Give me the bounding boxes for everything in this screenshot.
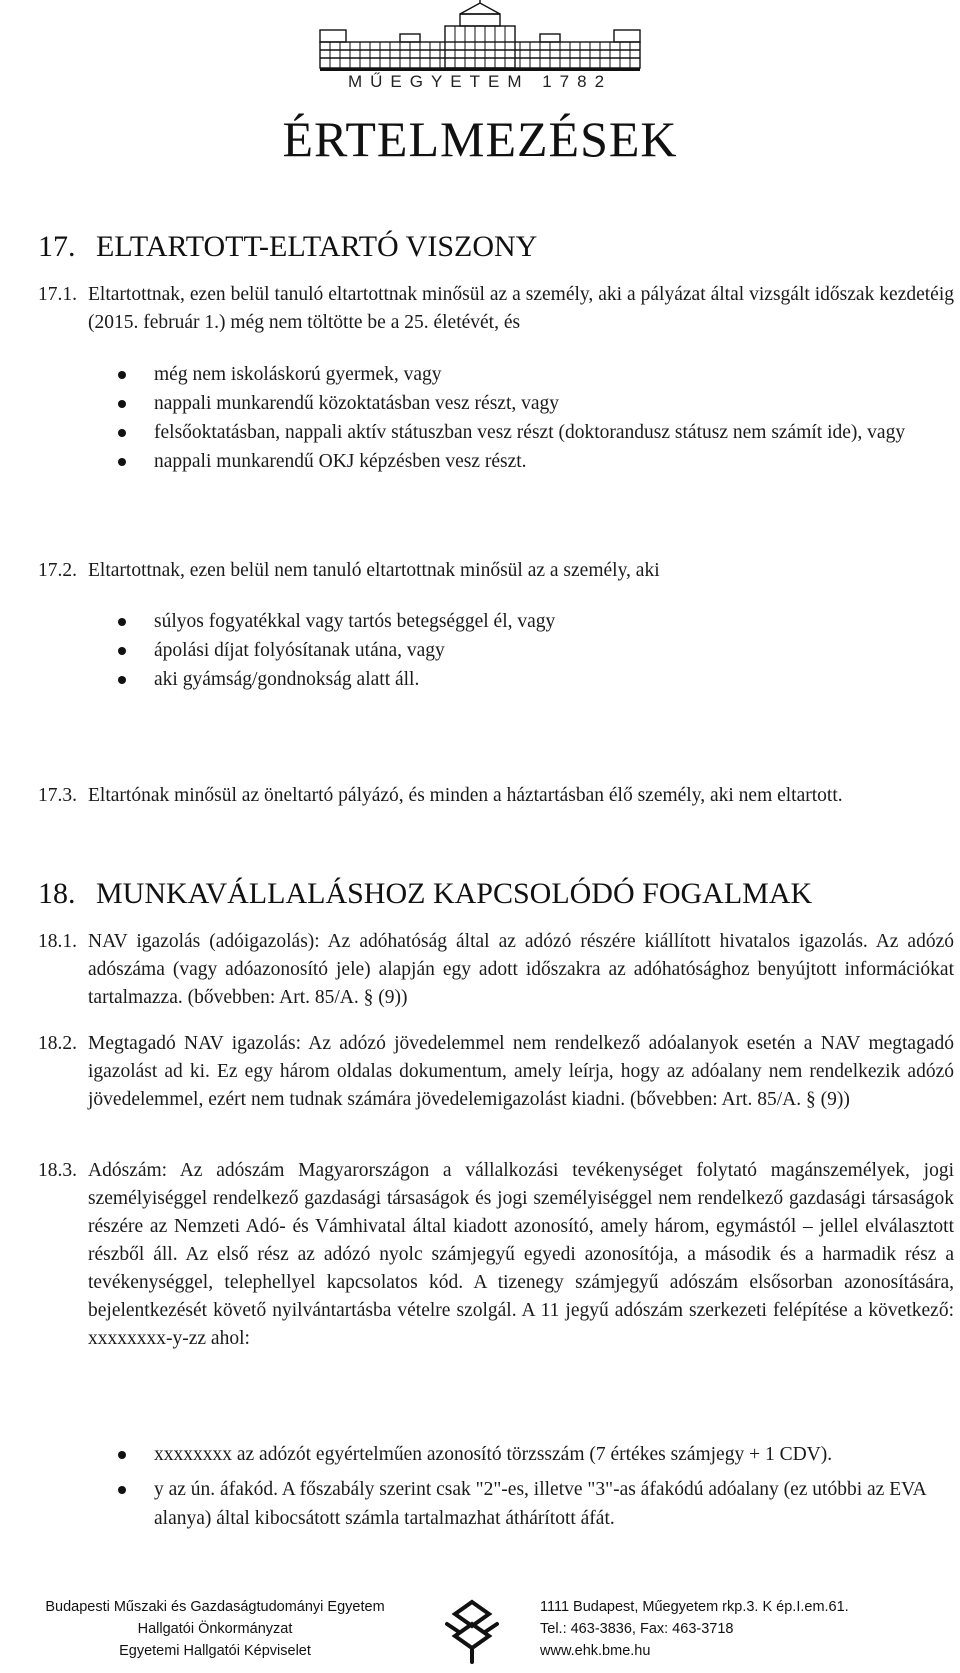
list-item-text: még nem iskoláskorú gyermek, vagy xyxy=(154,364,442,385)
paragraph-text: Megtagadó NAV igazolás: Az adózó jövedelemmel nem rendelkező adóalanyok esetén a NAV megtagadó igazolást ad ki. Ez egy három oldalas dokumentum, amely leírja, hogy az adóalany nem rendelkezik adózó jövedelemmel, ezért nem tudnak számára jövedelemigazolást kiadni. (bővebben: Art. 85/A. § (9)) xyxy=(88,1033,954,1110)
bullet-list-17-1 xyxy=(118,360,938,476)
list-item-text: nappali munkarendű OKJ képzésben vesz részt. xyxy=(154,451,527,472)
section-number: 17. xyxy=(38,230,76,263)
bullet-icon xyxy=(118,1486,126,1494)
list-item xyxy=(118,665,938,694)
paragraph-text: Eltartónak minősül az öneltartó pályázó, és minden a háztartásban élő személy, aki nem eltartott. xyxy=(88,785,843,806)
bullet-icon xyxy=(118,676,126,684)
paragraph-18-2 xyxy=(38,1030,954,1114)
list-item xyxy=(118,447,938,476)
bullet-list-17-2 xyxy=(118,607,938,694)
list-item xyxy=(118,607,938,636)
paragraph-number: 18.2. xyxy=(38,1033,77,1054)
paragraph-text: Eltartottnak, ezen belül tanuló eltartottnak minősül az a személy, aki a pályázat által vizsgált időszak kezdetéig (2015. február 1.) még nem töltötte be a 25. életévét, és xyxy=(88,284,954,333)
list-item xyxy=(118,389,938,418)
list-item xyxy=(118,418,938,447)
paragraph-number: 18.3. xyxy=(38,1160,77,1181)
bullet-icon xyxy=(118,429,126,437)
paragraph-17-1 xyxy=(38,281,954,337)
list-item xyxy=(118,1440,938,1469)
bullet-icon xyxy=(118,458,126,466)
bullet-icon xyxy=(118,618,126,626)
list-item-text: aki gyámság/gondnokság alatt áll. xyxy=(154,669,420,690)
section-title: MUNKAVÁLLALÁSHOZ KAPCSOLÓDÓ FOGALMAK xyxy=(96,877,813,910)
footer-line: Hallgatói Önkormányzat xyxy=(137,1621,293,1637)
footer-website: www.ehk.bme.hu xyxy=(540,1643,651,1659)
section-number: 18. xyxy=(38,877,76,910)
list-item xyxy=(118,1475,938,1533)
list-item xyxy=(118,636,938,665)
paragraph-text: Eltartottnak, ezen belül nem tanuló eltartottnak minősül az a személy, aki xyxy=(88,560,660,581)
paragraph-18-3 xyxy=(38,1157,954,1353)
list-item-text: xxxxxxxx az adózót egyértelműen azonosító törzsszám (7 értékes számjegy + 1 CDV). xyxy=(154,1444,833,1465)
list-item-text: felsőoktatásban, nappali aktív státuszban vesz részt (doktorandusz státusz nem számít ide), vagy xyxy=(154,422,906,443)
footer-address: 1111 Budapest, Műegyetem rkp.3. K ép.I.em.61. xyxy=(540,1599,849,1615)
footer-phone: Tel.: 463-3836, Fax: 463-3718 xyxy=(540,1621,734,1637)
logo-text: MŰEGYETEM 1782 xyxy=(347,72,613,91)
section-17-heading xyxy=(38,230,537,264)
paragraph-text: NAV igazolás (adóigazolás): Az adóhatóság által az adózó részére kiállított hivatalos igazolás. Az adózó adószáma (vagy adóazonosító jele) alapján egy adott időszakra az adóhatósághoz benyújtott információkat tartalmazza. (bővebben: Art. 85/A. § (9)) xyxy=(88,931,954,1008)
bullet-icon xyxy=(118,371,126,379)
page-title: ÉRTELMEZÉSEK xyxy=(282,111,678,167)
bullet-list-18-3 xyxy=(118,1440,938,1533)
paragraph-17-3 xyxy=(38,782,954,810)
section-18-heading xyxy=(38,877,812,911)
footer-contact xyxy=(540,1596,950,1662)
paragraph-number: 17.2. xyxy=(38,560,77,581)
paragraph-17-2 xyxy=(38,557,954,585)
paragraph-number: 18.1. xyxy=(38,931,77,952)
paragraph-18-1 xyxy=(38,928,954,1012)
bullet-icon xyxy=(118,647,126,655)
paragraph-number: 17.3. xyxy=(38,785,77,806)
list-item-text: nappali munkarendű közoktatásban vesz részt, vagy xyxy=(154,393,560,414)
footer-line: Egyetemi Hallgatói Képviselet xyxy=(119,1643,311,1659)
bullet-icon xyxy=(118,1451,126,1459)
footer-organization xyxy=(10,1596,420,1662)
paragraph-text: Adószám: Az adószám Magyarországon a vállalkozási tevékenységet folytató magánszemélyek, jogi személyiséggel rendelkező gazdasági társaságok és jogi személyiséggel nem rendelkező gazdasági társaságok részére az Nemzeti Adó- és Vámhivatal által kiadott azonosító, amely három, egymástól – jellel elválasztott részből áll. Az első rész az adózó nyolc számjegyű egyedi azonosítója, a második és a harmadik rész a tevékenységgel, telephellyel kapcsolatos kód. A tizenegy számjegyű adószám elsősorban azonosítására, bejelentkezését követő nyilvántartásba vételre szolgál. A 11 jegyű adószám szerkezeti felépítése a következő: xxxxxxxx-y-zz ahol: xyxy=(88,1160,954,1349)
ehk-emblem-icon xyxy=(437,1596,507,1666)
list-item xyxy=(118,360,938,389)
page-footer xyxy=(0,1596,960,1669)
section-title: ELTARTOTT-ELTARTÓ VISZONY xyxy=(96,230,538,263)
paragraph-number: 17.1. xyxy=(38,284,77,305)
footer-line: Budapesti Műszaki és Gazdaságtudományi Egyetem xyxy=(45,1599,385,1615)
bullet-icon xyxy=(118,400,126,408)
list-item-text: ápolási díjat folyósítanak utána, vagy xyxy=(154,640,445,661)
list-item-text: y az ún. áfakód. A főszabály szerint csak "2"-es, illetve "3"-as áfakódú adóalany (ez utóbbi az EVA alanya) által kibocsátott számla tartalmazhat áthárított áfát. xyxy=(154,1479,926,1529)
list-item-text: súlyos fogyatékkal vagy tartós betegséggel él, vagy xyxy=(154,611,556,632)
